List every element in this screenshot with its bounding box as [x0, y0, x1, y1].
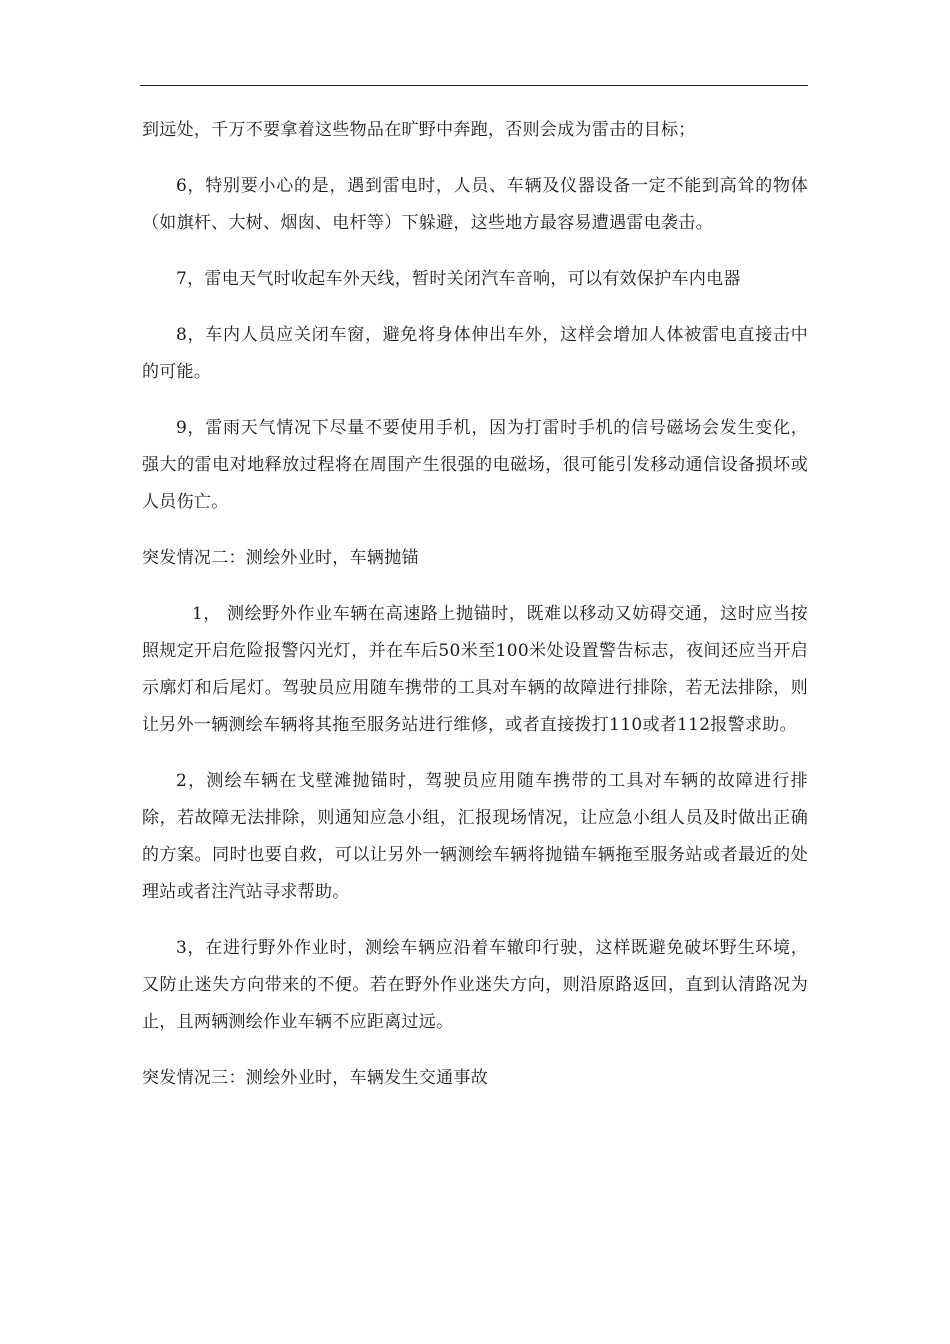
header-rule: [140, 85, 808, 86]
document-body: [142, 112, 808, 1097]
paragraph-item-2: 2，测绘车辆在戈壁滩抛锚时，驾驶员应用随车携带的工具对车辆的故障进行排除，若故障无法排除，则通知应急小组，汇报现场情况，让应急小组人员及时做出正确的方案。同时也要自救，可以让另外一辆测绘车辆将抛锚车辆拖至服务站或者最近的处理站或者注汽站寻求帮助。: [142, 771, 808, 902]
paragraph-item-6: 6，特别要小心的是，遇到雷电时，人员、车辆及仪器设备一定不能到高耸的物体（如旗杆、大树、烟囱、电杆等）下躲避，这些地方最容易遭遇雷电袭击。: [142, 176, 808, 233]
section-heading-2: 突发情况二：测绘外业时，车辆抛锚: [142, 548, 419, 568]
paragraph-item-9: 9，雷雨天气情况下尽量不要使用手机，因为打雷时手机的信号磁场会发生变化，强大的雷电对地释放过程将在周围产生很强的电磁场，很可能引发移动通信设备损坏或人员伤亡。: [142, 418, 808, 512]
paragraph-item-7: 7，雷电天气时收起车外天线，暂时关闭汽车音响，可以有效保护车内电器: [176, 269, 741, 289]
paragraph-continuation: 到远处，千万不要拿着这些物品在旷野中奔跑，否则会成为雷击的目标；: [142, 120, 696, 140]
section-heading-3: 突发情况三：测绘外业时，车辆发生交通事故: [142, 1068, 488, 1088]
paragraph-item-1: 1， 测绘野外作业车辆在高速路上抛锚时，既难以移动又妨碍交通，这时应当按照规定开启危险报警闪光灯，并在车后50米至100米处设置警告标志，夜间还应当开启示廓灯和后尾灯。驾驶员应用随车携带的工具对车辆的故障进行排除，若无法排除，则让另外一辆测绘车辆将其拖至服务站进行维修，或者直接拨打110或者112报警求助。: [142, 604, 808, 735]
paragraph-item-8: 8，车内人员应关闭车窗，避免将身体伸出车外，这样会增加人体被雷电直接击中的可能。: [142, 325, 808, 382]
paragraph-item-3: 3，在进行野外作业时，测绘车辆应沿着车辙印行驶，这样既避免破坏野生环境，又防止迷失方向带来的不便。若在野外作业迷失方向，则沿原路返回，直到认清路况为止，且两辆测绘作业车辆不应距离过远。: [142, 938, 808, 1032]
